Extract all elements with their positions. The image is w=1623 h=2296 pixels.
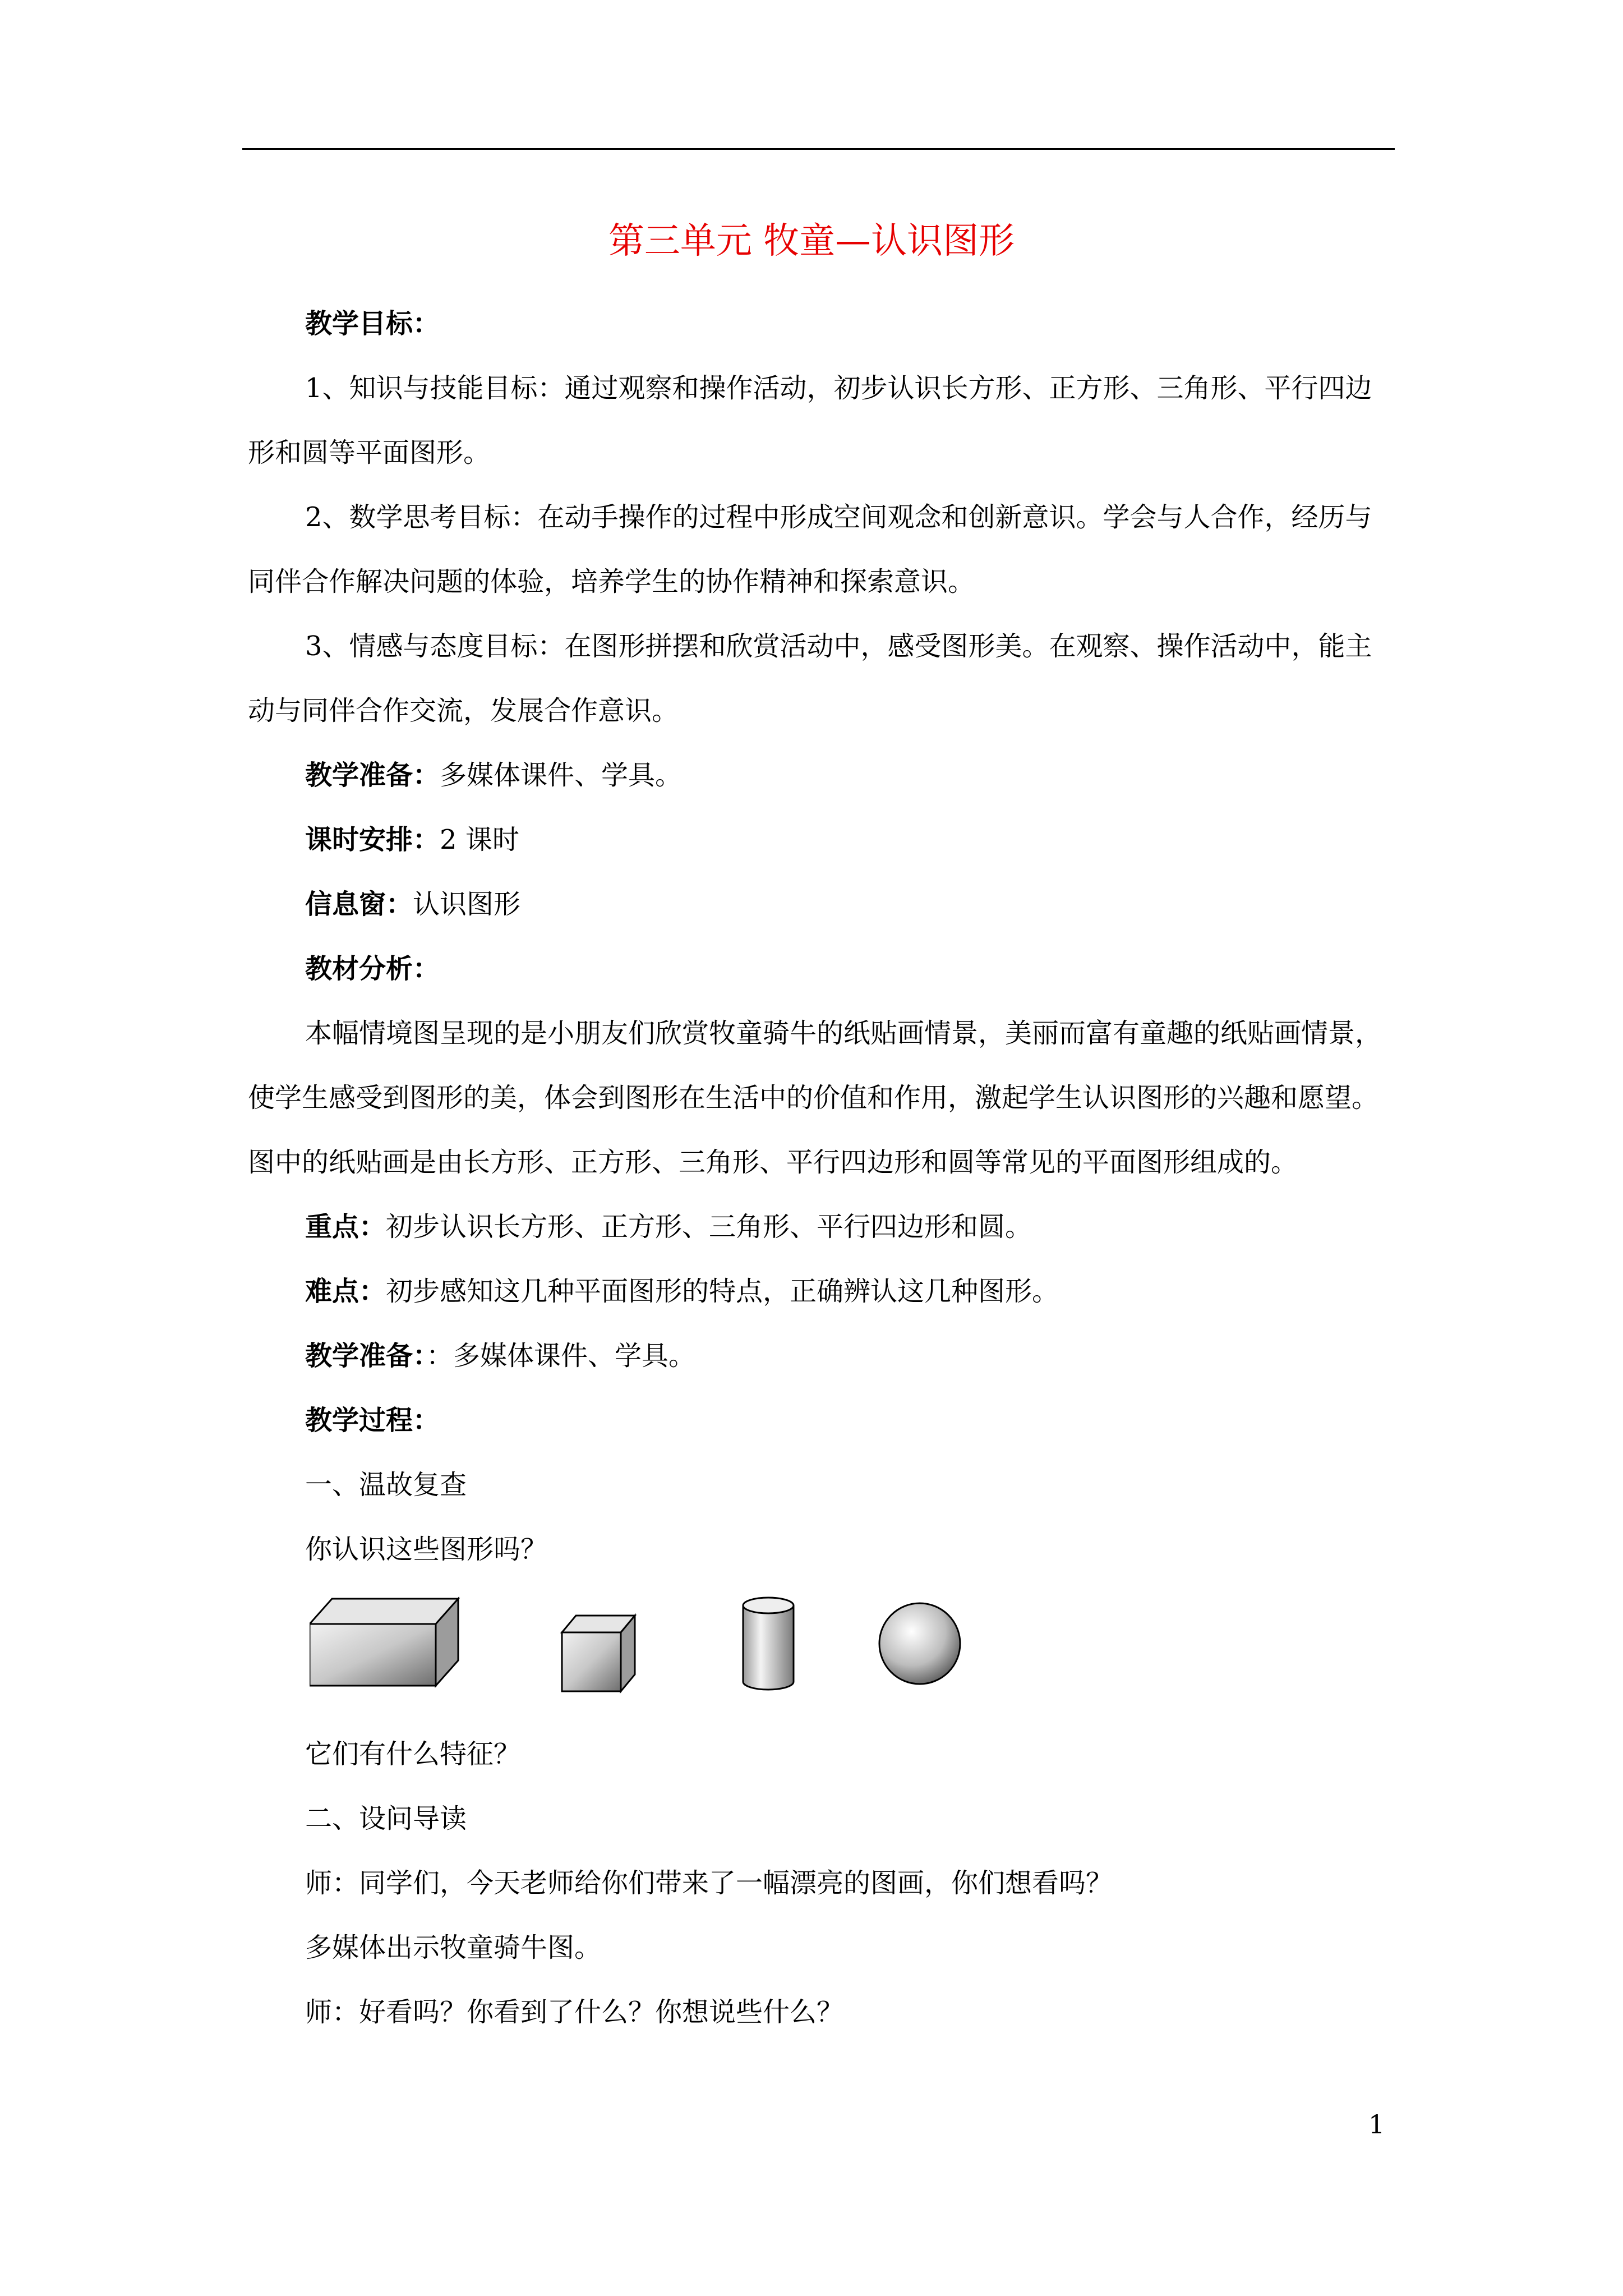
document-body (248, 292, 1392, 2045)
info-value: 认识图形 (413, 889, 521, 920)
page-number: 1 (1368, 2109, 1385, 2139)
difficulty-label: 难点： (305, 1276, 386, 1307)
sphere-shape (879, 1603, 960, 1684)
solid-shapes-figure (248, 1582, 1392, 1722)
cuboid-shape (310, 1599, 458, 1686)
page-title: 第三单元 牧童—认识图形 (608, 220, 1015, 262)
key-point-line (248, 1195, 1392, 1259)
info-line (248, 872, 1392, 937)
question-2: 它们有什么特征？ (305, 1738, 521, 1770)
difficulty-value: 初步感知这几种平面图形的特点，正确辨认这几种图形。 (386, 1276, 1059, 1307)
prep-line (248, 743, 1392, 808)
key-point-value: 初步认识长方形、正方形、三角形、平行四边形和圆。 (386, 1211, 1032, 1243)
analysis-heading: 教材分析： (305, 953, 440, 984)
schedule-value: 2 课时 (440, 824, 519, 855)
schedule-label: 课时安排： (305, 824, 440, 855)
cylinder-shape (743, 1598, 794, 1690)
question-1: 你认识这些图形吗？ (305, 1534, 548, 1565)
goal-1: 1、知识与技能目标：通过观察和操作活动，初步认识长方形、正方形、三角形、平行四边形和圆等平面图形。 (248, 372, 1372, 468)
section-2: 二、设问导读 (305, 1803, 467, 1834)
solid-shapes-illustration (310, 1593, 1151, 1717)
prep-label: 教学准备： (305, 760, 440, 791)
info-label: 信息窗： (305, 889, 413, 920)
media-line: 多媒体出示牧童骑牛图。 (305, 1932, 602, 1963)
difficulty-line (248, 1259, 1392, 1324)
analysis-text: 本幅情境图呈现的是小朋友们欣赏牧童骑牛的纸贴画情景，美丽而富有童趣的纸贴画情景，使学生感受到图形的美，体会到图形在生活中的价值和作用，激起学生认识图形的兴趣和愿望。图中的纸贴画是由长方形、正方形、三角形、平行四边形和圆等常见的平面图形组成的。 (248, 1018, 1382, 1178)
prep2-label: 教学准备： (305, 1340, 427, 1372)
teacher-line-2: 师：好看吗？你看到了什么？你想说些什么？ (305, 1996, 844, 2028)
section-1: 一、温故复查 (305, 1469, 467, 1501)
header-rule (242, 148, 1395, 150)
teacher-line-1: 师：同学们，今天老师给你们带来了一幅漂亮的图画，你们想看吗？ (305, 1867, 1113, 1899)
prep-value: 多媒体课件、学具。 (440, 760, 683, 791)
prep2-line (248, 1324, 1392, 1388)
goal-2: 2、数学思考目标：在动手操作的过程中形成空间观念和创新意识。学会与人合作，经历与同伴合作解决问题的体验，培养学生的协作精神和探索意识。 (248, 501, 1372, 597)
cube-shape (562, 1616, 635, 1691)
schedule-line (248, 808, 1392, 872)
key-point-label: 重点： (305, 1211, 386, 1243)
prep2-value: ：多媒体课件、学具。 (426, 1340, 696, 1372)
goals-heading: 教学目标： (305, 308, 440, 339)
goal-3: 3、情感与态度目标：在图形拼摆和欣赏活动中，感受图形美。在观察、操作活动中，能主动与同伴合作交流，发展合作意识。 (248, 631, 1372, 726)
process-heading: 教学过程： (305, 1405, 440, 1436)
